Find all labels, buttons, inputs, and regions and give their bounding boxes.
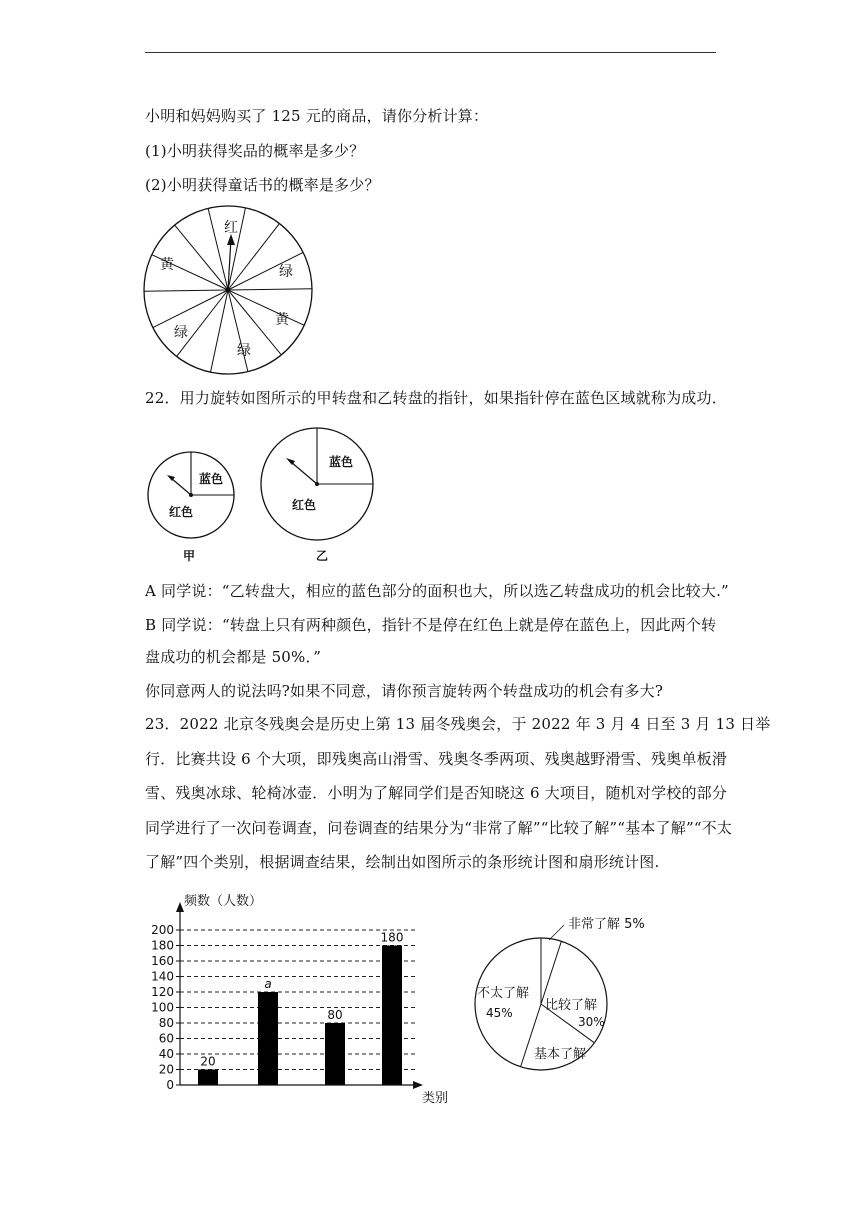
pie-label-very-familiar: 非常了解 5% bbox=[568, 917, 645, 932]
wheel-label-yellow: 黄 bbox=[160, 257, 174, 273]
bar bbox=[382, 946, 402, 1086]
spinner-jia-blue-label: 蓝色 bbox=[198, 472, 224, 486]
y-tick-label: 160 bbox=[151, 954, 174, 968]
spinner-yi-red-label: 红色 bbox=[291, 498, 317, 512]
question-prompt: 你同意两人的说法吗?如果不同意，请你预言旋转两个转盘成功的机会有多大? bbox=[145, 682, 664, 700]
pie-slice-boundary bbox=[541, 941, 561, 1004]
spinner-jia-red-label: 红色 bbox=[168, 505, 194, 519]
pie-label-basic-familiar: 基本了解 bbox=[534, 1047, 587, 1062]
bar-data-label: 20 bbox=[200, 1054, 216, 1069]
wheel-spoke bbox=[228, 290, 304, 325]
wheel-spoke bbox=[177, 290, 228, 356]
bar bbox=[325, 1023, 345, 1085]
y-tick-label: 140 bbox=[151, 969, 174, 984]
bar-data-label: 80 bbox=[327, 1008, 343, 1022]
wheel-label-green: 绿 bbox=[279, 264, 293, 280]
wheel-label-green: 绿 bbox=[174, 325, 188, 341]
y-axis-label: 频数（人数） bbox=[184, 894, 263, 909]
y-tick-label: 0 bbox=[166, 1078, 174, 1092]
question-1: (1)小明获得奖品的概率是多少？ bbox=[145, 142, 365, 160]
spinner-yi-caption: 乙 bbox=[315, 549, 329, 563]
wheel-label-yellow: 黄 bbox=[275, 312, 289, 328]
pie-leader-line bbox=[549, 925, 564, 940]
bar-chart bbox=[140, 885, 460, 1110]
y-tick-label: 40 bbox=[158, 1047, 174, 1061]
y-tick-label: 100 bbox=[151, 1000, 174, 1015]
student-b-statement-cont: 盘成功的机会都是 50%．” bbox=[145, 648, 322, 666]
spinner-yi-blue-label: 蓝色 bbox=[328, 455, 354, 469]
bar-data-label: a bbox=[264, 977, 272, 991]
spinner-jia-caption: 甲 bbox=[182, 549, 196, 563]
student-b-statement: B 同学说：“转盘上只有两种颜色，指针不是停在红色上就是停在蓝色上，因此两个转 bbox=[145, 616, 717, 634]
wheel-spoke bbox=[153, 290, 228, 328]
header-rule bbox=[145, 52, 716, 53]
wheel-spoke bbox=[228, 289, 312, 290]
question-23-line: 雪、残奥冰球、轮椅冰壶．小明为了解同学们是否知晓这 6 大项目，随机对学校的部分 bbox=[145, 784, 728, 802]
y-tick-label: 120 bbox=[151, 985, 174, 999]
x-axis-arrow bbox=[413, 1081, 423, 1089]
pie-chart bbox=[460, 900, 660, 1100]
spinners-figure bbox=[140, 425, 390, 570]
pie-pct-fairly-familiar: 30% bbox=[578, 1015, 605, 1029]
y-axis-arrow bbox=[176, 902, 184, 912]
pie-label-fairly-familiar: 比较了解 bbox=[545, 998, 598, 1013]
student-a-statement: A 同学说：“乙转盘大，相应的蓝色部分的面积也大，所以选乙转盘成功的机会比较大.” bbox=[145, 582, 729, 600]
question-23: 23．2022 北京冬残奥会是历史上第 13 届冬残奥会，于 2022 年 3 月 4 日至 3 月 13 日举 bbox=[145, 715, 771, 733]
question-23-line: 同学进行了一次问卷调查，问卷调查的结果分为“非常了解”“比较了解”“基本了解”“不太 bbox=[145, 819, 733, 837]
question-2: (2)小明获得童话书的概率是多少？ bbox=[145, 176, 380, 194]
spinner-jia bbox=[148, 452, 234, 563]
spinner-yi bbox=[261, 428, 373, 563]
y-tick-label: 20 bbox=[158, 1062, 174, 1077]
bar-data-label: 180 bbox=[380, 930, 404, 945]
pie-label-not-familiar: 不太了解 bbox=[477, 986, 530, 1001]
x-axis-label: 类别 bbox=[422, 1091, 449, 1106]
y-tick-label: 180 bbox=[151, 938, 174, 953]
question-22: 22．用力旋转如图所示的甲转盘和乙转盘的指针，如果指针停在蓝色区域就称为成功． bbox=[145, 389, 727, 407]
bar bbox=[198, 1070, 218, 1086]
y-tick-label: 200 bbox=[151, 923, 174, 937]
text-line: 小明和妈妈购买了 125 元的商品，请你分析计算： bbox=[145, 107, 489, 125]
wheel-spoke bbox=[211, 290, 228, 372]
question-23-line: 了解”四个类别，根据调查结果，绘制出如图所示的条形统计图和扇形统计图. bbox=[145, 853, 660, 871]
wheel-spoke bbox=[144, 290, 228, 291]
bar bbox=[258, 992, 278, 1085]
prize-wheel bbox=[140, 205, 320, 385]
wheel-label-green: 绿 bbox=[237, 343, 251, 359]
y-tick-label: 60 bbox=[158, 1031, 174, 1046]
question-23-line: 行．比赛共设 6 个大项，即残奥高山滑雪、残奥冬季两项、残奥越野滑雪、残奥单板滑 bbox=[145, 750, 728, 768]
y-tick-label: 80 bbox=[158, 1016, 174, 1030]
wheel-label-red: 红 bbox=[224, 220, 238, 236]
pie-pct-not-familiar: 45% bbox=[486, 1006, 513, 1020]
